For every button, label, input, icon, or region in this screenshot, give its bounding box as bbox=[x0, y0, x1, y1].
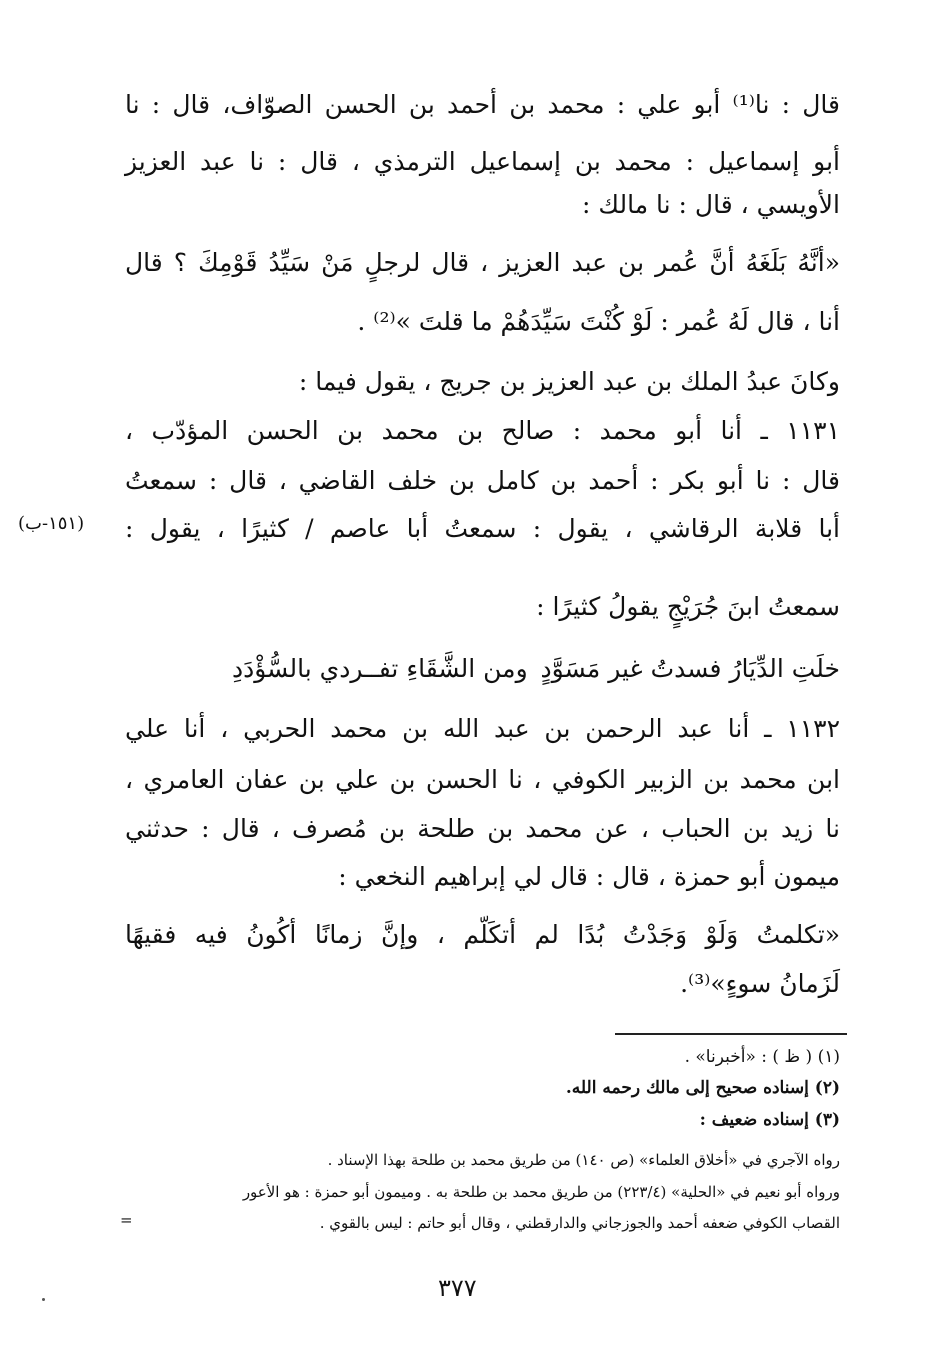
text-line: ابن محمد بن الزبير الكوفي ، نا الحسن بن علي بن عفان العامري ، bbox=[125, 765, 840, 794]
scan-speck bbox=[42, 1298, 45, 1301]
page-number: ٣٧٧ bbox=[438, 1274, 477, 1302]
hadith-1132-line: ١١٣٢ ـ أنا عبد الرحمن بن عبد الله بن محمد الحربي ، أنا علي bbox=[125, 714, 840, 743]
text-line: «أنَّهُ بَلَغَهُ أنَّ عُمر بن عبد العزيز ، قال لرجلٍ مَنْ سَيِّدُ قَوْمِكَ ؟ قال bbox=[125, 248, 840, 277]
text-line: ميمون أبو حمزة ، قال : قال لي إبراهيم النخعي : bbox=[338, 862, 840, 891]
text-line: أنا ، قال لَهُ عُمر : لَوْ كُنْتَ سَيِّدَهُمْ ما قلتَ »⁽²⁾ . bbox=[357, 307, 840, 336]
text-line: «تكلمتُ وَلَوْ وَجَدْتُ بُدًا لم أتكَلّم ، وإنَّ زمانًا أكُونُ فيه فقيهًا bbox=[125, 920, 840, 949]
footnote-3: (٣) إسناده ضعيف : bbox=[699, 1110, 840, 1130]
text-line: سمعتُ ابنَ جُرَيْجٍ يقولُ كثيرًا : bbox=[536, 592, 840, 621]
continuation-mark: = bbox=[120, 1211, 133, 1229]
text-line: وكانَ عبدُ الملك بن عبد العزيز بن جريج ، يقول فيما : bbox=[298, 367, 840, 396]
text-line: قال : نا أبو بكر : أحمد بن كامل بن خلف القاضي ، قال : سمعتُ bbox=[125, 466, 840, 495]
text-line: نا زيد بن الحباب ، عن محمد بن طلحة بن مُصرف ، قال : حدثني bbox=[125, 814, 840, 843]
hadith-1131-line: ١١٣١ ـ أنا أبو محمد : صالح بن محمد بن الحسن المؤدّب ، bbox=[125, 416, 840, 445]
footnote-1: (١) ( ظ ) : «أخبرنا» . bbox=[684, 1047, 840, 1067]
footnote-2: (٢) إسناده صحيح إلى مالك رحمه الله. bbox=[565, 1078, 840, 1098]
manuscript-folio-note: (١٥١-ب) bbox=[18, 513, 85, 534]
footnote-3-text: رواه الآجري في «أخلاق العلماء» (ص ١٤٠) من طريق محمد بن طلحة بهذا الإسناد . bbox=[327, 1151, 840, 1169]
footnote-3-text: ورواه أبو نعيم في «الحلية» (٢٢٣/٤) من طريق محمد بن طلحة به . وميمون أبو حمزة : هو الأعور bbox=[242, 1183, 840, 1201]
footnote-3-text: القصاب الكوفي ضعفه أحمد والجوزجاني والدارقطني ، وقال أبو حاتم : ليس بالقوي . bbox=[319, 1214, 840, 1232]
text-line: أبو إسماعيل : محمد بن إسماعيل الترمذي ، قال : نا عبد العزيز bbox=[125, 147, 840, 176]
text-line: قال : نا⁽¹⁾ أبو علي : محمد بن أحمد بن الحسن الصوّاف، قال : نا bbox=[125, 90, 841, 119]
text-line: أبا قلابة الرقاشي ، يقول : سمعتُ أبا عاصم / كثيرًا ، يقول : bbox=[125, 514, 840, 543]
text-line: لَزَمانُ سوءٍ»⁽³⁾. bbox=[680, 969, 840, 998]
text-line: الأويسي ، قال : نا مالك : bbox=[582, 190, 840, 219]
verse-hemistich-second: ومن الشَّقَاءِ تفــردي بالسُّؤْدَدِ bbox=[232, 654, 528, 683]
verse-hemistich-first: خلَتِ الدِّيَارُ فسدتُ غير مَسَوَّدٍ bbox=[540, 654, 840, 683]
footnote-divider bbox=[615, 1033, 847, 1035]
